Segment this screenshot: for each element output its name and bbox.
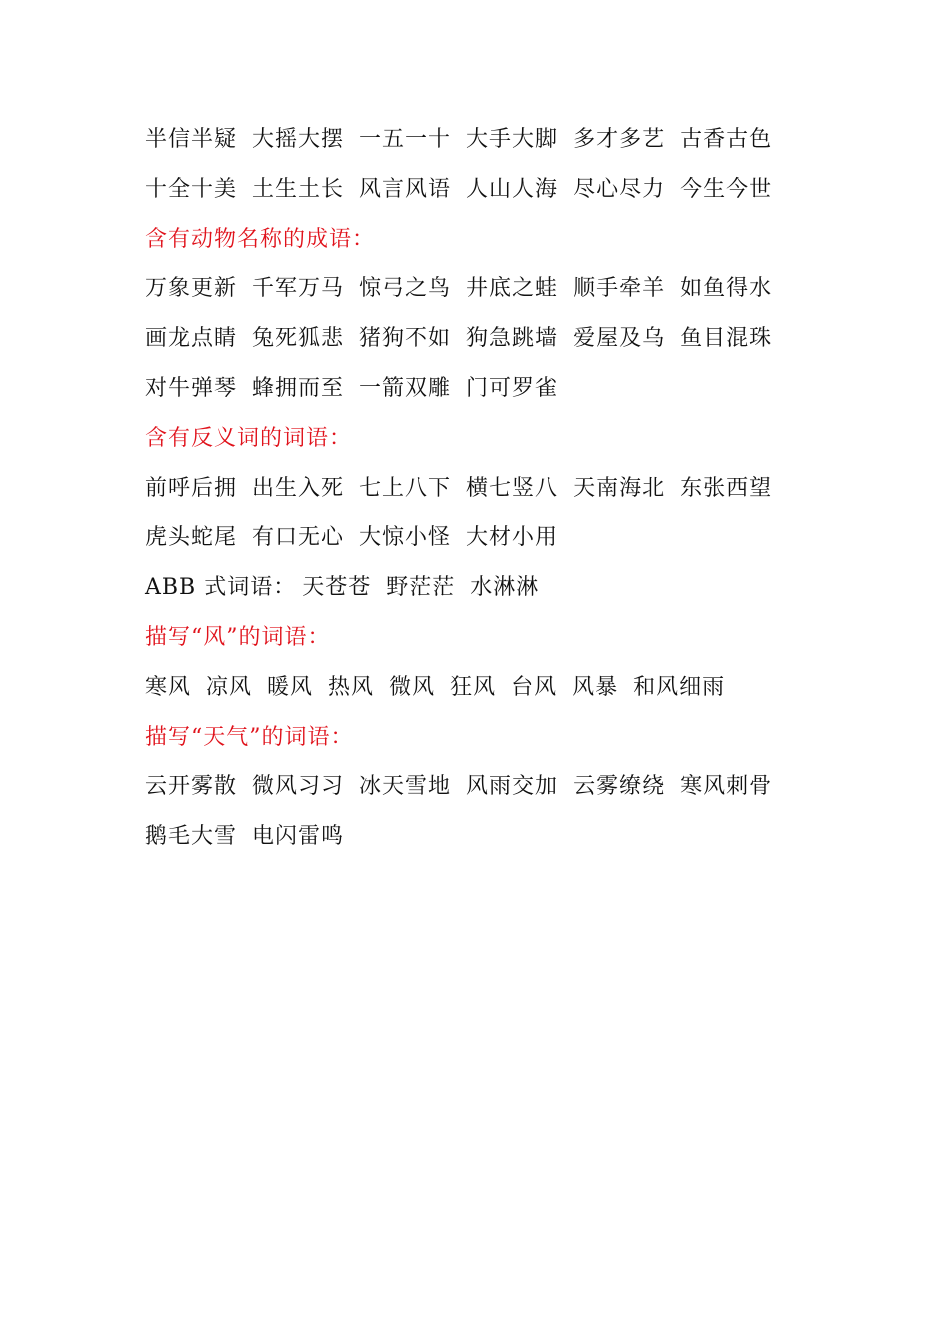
document-page <box>145 115 845 862</box>
idiom: 尽心尽力 <box>573 176 666 202</box>
idiom: 横七竖八 <box>466 475 559 501</box>
idiom: 东张西望 <box>680 475 773 501</box>
idiom: 云开雾散 <box>145 774 238 800</box>
idiom: 鹅毛大雪 <box>145 824 238 850</box>
word: 热风 <box>328 674 375 700</box>
idiom: 前呼后拥 <box>145 475 238 501</box>
text-line <box>145 165 845 215</box>
idiom: 古香古色 <box>680 127 773 152</box>
idiom: 千军万马 <box>252 276 345 302</box>
idiom: 十全十美 <box>145 176 238 202</box>
section-heading: 含有动物名称的成语： <box>145 226 376 252</box>
text-line <box>145 264 845 314</box>
word: 狂风 <box>450 674 497 700</box>
idiom: 惊弓之鸟 <box>359 276 452 302</box>
text-line <box>145 563 845 613</box>
text-line <box>145 115 845 165</box>
section-heading: 描写“天气”的词语： <box>145 724 354 750</box>
idiom: 猪狗不如 <box>359 326 452 352</box>
idiom: 对牛弹琴 <box>145 375 238 401</box>
idiom: 蜂拥而至 <box>252 375 345 401</box>
idiom: 大手大脚 <box>466 127 559 152</box>
idiom: 一五一十 <box>359 127 452 152</box>
word: 凉风 <box>206 674 253 700</box>
idiom: 如鱼得水 <box>680 276 773 302</box>
idiom: 冰天雪地 <box>359 774 452 800</box>
text-line <box>145 464 845 514</box>
idiom: 半信半疑 <box>145 127 238 152</box>
idiom: 今生今世 <box>680 176 773 202</box>
word: 野茫茫 <box>386 575 456 601</box>
idiom: 虎头蛇尾 <box>145 525 238 551</box>
idiom: 云雾缭绕 <box>573 774 666 800</box>
text-line <box>145 314 845 364</box>
idiom: 寒风刺骨 <box>680 774 773 800</box>
idiom: 画龙点睛 <box>145 326 238 352</box>
word: 风暴 <box>572 674 619 700</box>
idiom: 微风习习 <box>252 774 345 800</box>
idiom: 鱼目混珠 <box>680 326 773 352</box>
section-heading: 含有反义词的词语： <box>145 425 353 451</box>
idiom: 风雨交加 <box>466 774 559 800</box>
idiom: 风言风语 <box>359 176 452 202</box>
idiom: 顺手牵羊 <box>573 276 666 302</box>
text-line <box>145 513 845 563</box>
idiom: 门可罗雀 <box>466 375 559 401</box>
word: 天苍苍 <box>302 575 372 601</box>
text-line <box>145 812 845 862</box>
word: 台风 <box>511 674 558 700</box>
section-animal-idioms <box>145 215 845 414</box>
idiom: 土生土长 <box>252 176 345 202</box>
section-wind-words <box>145 613 845 713</box>
section-heading: 描写“风”的词语： <box>145 624 331 650</box>
idiom: 兔死狐悲 <box>252 326 345 352</box>
idiom: 大摇大摆 <box>252 127 345 152</box>
idiom: 狗急跳墙 <box>466 326 559 352</box>
text-line <box>145 364 845 414</box>
section-aa-idioms <box>145 115 845 215</box>
idiom: 一箭双雕 <box>359 375 452 401</box>
idiom: 人山人海 <box>466 176 559 202</box>
section-abb-words <box>145 563 845 613</box>
idiom: 多才多艺 <box>573 127 666 152</box>
idiom: 大材小用 <box>466 525 559 551</box>
word: 寒风 <box>145 674 192 700</box>
idiom: 七上八下 <box>359 475 452 501</box>
text-line <box>145 762 845 812</box>
word: 暖风 <box>267 674 314 700</box>
text-line <box>145 663 845 713</box>
word: 水淋淋 <box>470 575 540 601</box>
idiom: 天南海北 <box>573 475 666 501</box>
section-weather-words <box>145 713 845 862</box>
idiom: 有口无心 <box>252 525 345 551</box>
idiom: 爱屋及乌 <box>573 326 666 352</box>
idiom: 电闪雷鸣 <box>252 824 345 850</box>
idiom: 万象更新 <box>145 276 238 302</box>
idiom: 井底之蛙 <box>466 276 559 302</box>
word: 和风细雨 <box>633 674 726 700</box>
word: 微风 <box>389 674 436 700</box>
idiom: 出生入死 <box>252 475 345 501</box>
section-antonym-idioms <box>145 414 845 563</box>
abb-label: ABB 式词语： <box>145 575 297 601</box>
idiom: 大惊小怪 <box>359 525 452 551</box>
